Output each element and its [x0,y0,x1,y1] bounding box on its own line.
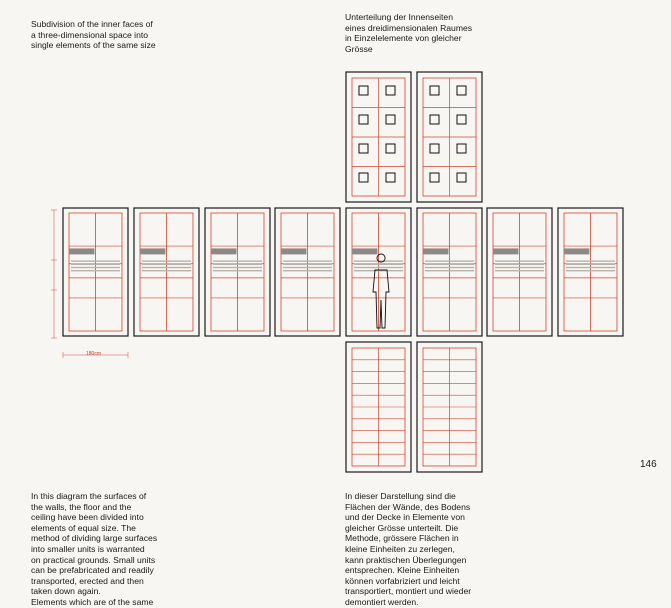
dark-band [423,248,448,254]
human-figure [373,254,389,328]
hatch-line [425,267,474,268]
hatch-line [71,267,120,268]
dark-band [493,248,518,254]
light-fixture-square [359,173,368,182]
light-fixture-square [430,115,439,124]
hatch-line [425,260,474,261]
caption-german: Unterteilung der Innenseiten eines dreidimensionalen Raumes in Einzelelemente von gleicher Grösse [345,12,473,54]
light-fixture-square [430,86,439,95]
light-fixture-square [457,144,466,153]
dark-band [69,248,94,254]
hatch-line [283,267,332,268]
hatch-line [142,267,191,268]
hatch-line [71,264,120,265]
hatch-line [213,267,262,268]
light-fixture-square [359,115,368,124]
light-fixture-square [386,144,395,153]
caption-english: Subdivision of the inner faces of a three-dimensional space into single elements of the same size [31,19,156,51]
hatch-line [495,267,544,268]
hatch-line [566,267,615,268]
dark-band [140,248,165,254]
body-text-german: In dieser Darstellung sind die Flächen der Wände, des Bodens und der Decke in Elemente von gleicher Grösse unterteilt. Die Methode, grössere Flächen in kleine Einheiten zu zerlegen, kann praktischen Überlegungen entsprechen. Kleine Einheiten können vorfabriziert und leicht transportiert, montiert und wieder demontiert werden. [345,491,472,607]
light-fixture-square [386,86,395,95]
light-fixture-square [386,173,395,182]
hatch-line [283,270,332,271]
hatch-line [142,260,191,261]
hatch-line [213,270,262,271]
light-fixture-square [457,173,466,182]
hatch-line [354,267,403,268]
hatch-line [495,260,544,261]
light-fixture-square [386,115,395,124]
body-text-english: In this diagram the surfaces of the walls, the floor and the ceiling have been divided into elements of equal size. The method of dividing large surfaces into smaller units is warranted on practical grounds. Small units can be prefabricated and readily transported, erected and then taken down again. Elements which are of the same [31,491,158,607]
light-fixture-square [430,144,439,153]
hatch-line [283,260,332,261]
dark-band [564,248,589,254]
dark-band [211,248,236,254]
hatch-line [142,270,191,271]
width-dimension-label: 180cm [86,351,102,357]
light-fixture-square [359,86,368,95]
hatch-line [71,270,120,271]
light-fixture-square [457,86,466,95]
hatch-line [71,260,120,261]
hatch-line [566,270,615,271]
hatch-line [495,264,544,265]
hatch-line [354,264,403,265]
hatch-line [425,264,474,265]
light-fixture-square [359,144,368,153]
page-number: 146 [640,459,657,470]
hatch-line [425,270,474,271]
hatch-line [495,270,544,271]
hatch-line [283,264,332,265]
dark-band [352,248,377,254]
hatch-line [566,260,615,261]
light-fixture-square [430,173,439,182]
hatch-line [213,260,262,261]
dark-band [281,248,306,254]
light-fixture-square [457,115,466,124]
hatch-line [213,264,262,265]
hatch-line [566,264,615,265]
hatch-line [142,264,191,265]
